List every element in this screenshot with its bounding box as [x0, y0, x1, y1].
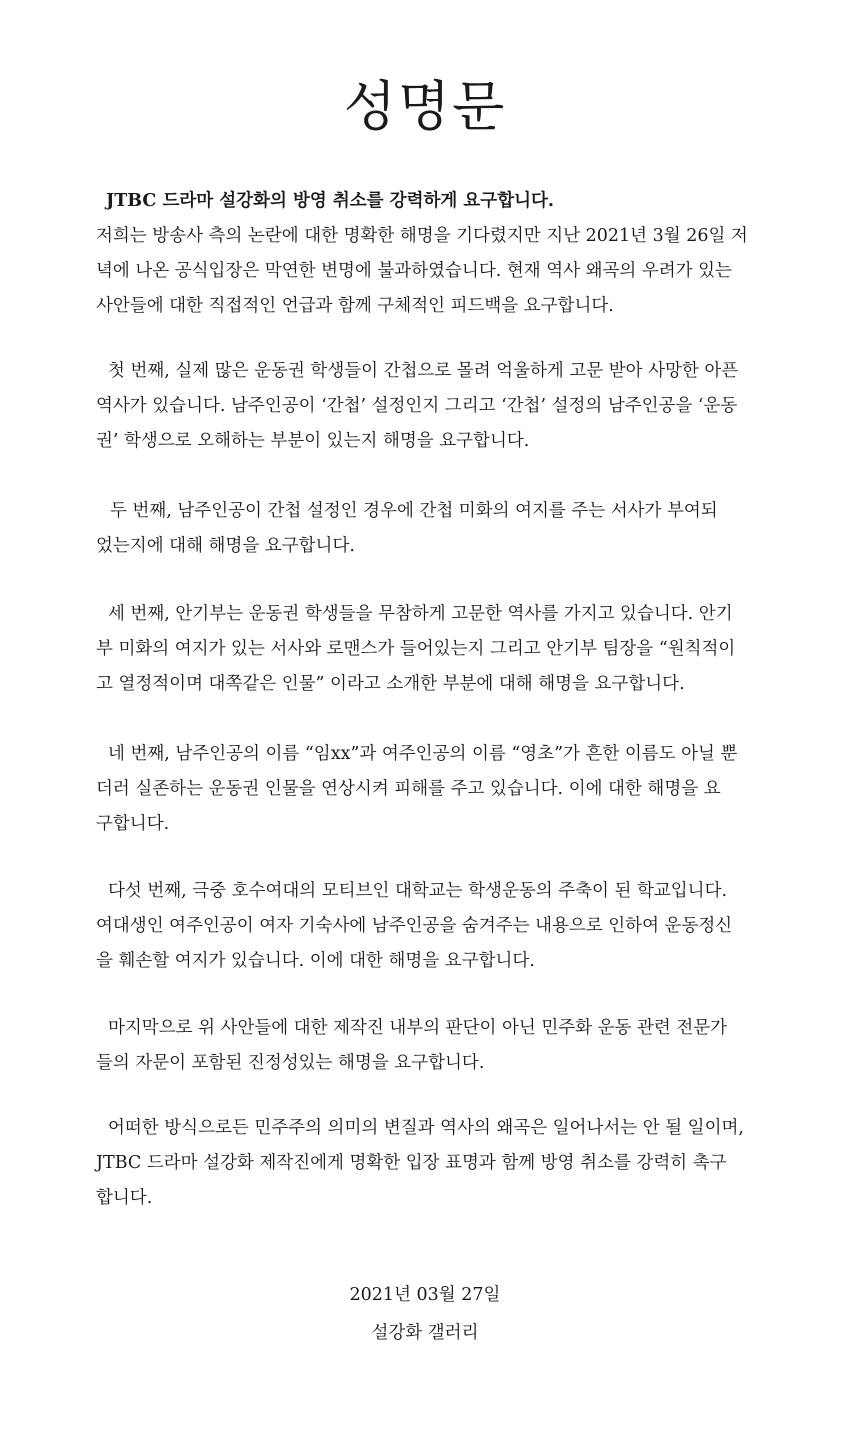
intro-section [96, 184, 766, 324]
paragraph-conclusion [96, 1111, 766, 1216]
paragraph-line: 더러 실존하는 운동권 인물을 연상시켜 피해를 주고 있습니다. 이에 대한 해명을 요 [96, 779, 721, 799]
paragraph-third [96, 597, 766, 702]
paragraph-final-request [96, 1011, 766, 1081]
paragraph-fourth [96, 737, 766, 842]
document-date: 2021년 03월 27일 [349, 1285, 501, 1305]
paragraph-line: 어떠한 방식으로든 민주주의 의미의 변질과 역사의 왜곡은 일어나서는 안 될 일이며, [108, 1118, 744, 1138]
paragraph-line: 권’ 학생으로 오해하는 부분이 있는지 해명을 요구합니다. [96, 431, 530, 451]
paragraph-line: JTBC 드라마 설강화 제작진에게 명확한 입장 표명과 함께 방영 취소를 강력히 촉구 [96, 1153, 727, 1173]
intro-line-3: 사안들에 대한 직접적인 언급과 함께 구체적인 피드백을 요구합니다. [96, 296, 614, 316]
intro-line-2: 녁에 나온 공식입장은 막연한 변명에 불과하였습니다. 현재 역사 왜곡의 우려가 있는 [96, 261, 732, 281]
document-title: 성명문 [343, 75, 507, 138]
paragraph-line: 들의 자문이 포함된 진정성있는 해명을 요구합니다. [96, 1053, 485, 1073]
paragraph-second [96, 494, 766, 564]
headline: JTBC 드라마 설강화의 방영 취소를 강력하게 요구합니다. [106, 191, 554, 211]
document-signature: 설강화 갤러리 [371, 1323, 479, 1343]
paragraph-line: 었는지에 대해 해명을 요구합니다. [96, 536, 355, 556]
paragraph-line: 구합니다. [96, 814, 170, 834]
paragraph-line: 다섯 번째, 극중 호수여대의 모티브인 대학교는 학생운동의 주축이 된 학교입니다. [108, 881, 728, 901]
paragraph-first [96, 354, 766, 459]
paragraph-line: 세 번째, 안기부는 운동권 학생들을 무참하게 고문한 역사를 가지고 있습니다. 안기 [108, 604, 733, 624]
paragraph-line: 부 미화의 여지가 있는 서사와 로맨스가 들어있는지 그리고 안기부 팀장을 “원칙적이 [96, 639, 736, 659]
paragraph-line: 두 번째, 남주인공이 간첩 설정인 경우에 간첩 미화의 여지를 주는 서사가 부여되 [110, 501, 718, 521]
paragraph-line: 네 번째, 남주인공의 이름 “임xx”과 여주인공의 이름 “영초”가 흔한 이름도 아닐 뿐 [108, 744, 738, 764]
paragraph-line: 여대생인 여주인공이 여자 기숙사에 남주인공을 숨겨주는 내용으로 인하여 운동정신 [96, 916, 733, 936]
paragraph-line: 첫 번째, 실제 많은 운동권 학생들이 간첩으로 몰려 억울하게 고문 받아 사망한 아픈 [108, 361, 739, 381]
paragraph-line: 을 훼손할 여지가 있습니다. 이에 대한 해명을 요구합니다. [96, 951, 535, 971]
paragraph-line: 마지막으로 위 사안들에 대한 제작진 내부의 판단이 아닌 민주화 운동 관련 전문가 [108, 1018, 728, 1038]
intro-line-1: 저희는 방송사 측의 논란에 대한 명확한 해명을 기다렸지만 지난 2021년 3월 26일 저 [96, 226, 748, 246]
paragraph-fifth [96, 874, 766, 979]
paragraph-line: 역사가 있습니다. 남주인공이 ‘간첩’ 설정인지 그리고 ‘간첩’ 설정의 남주인공을 ‘운동 [96, 396, 738, 416]
paragraph-line: 고 열정적이며 대쪽같은 인물” 이라고 소개한 부분에 대해 해명을 요구합니다. [96, 674, 685, 694]
paragraph-line: 합니다. [96, 1188, 153, 1208]
